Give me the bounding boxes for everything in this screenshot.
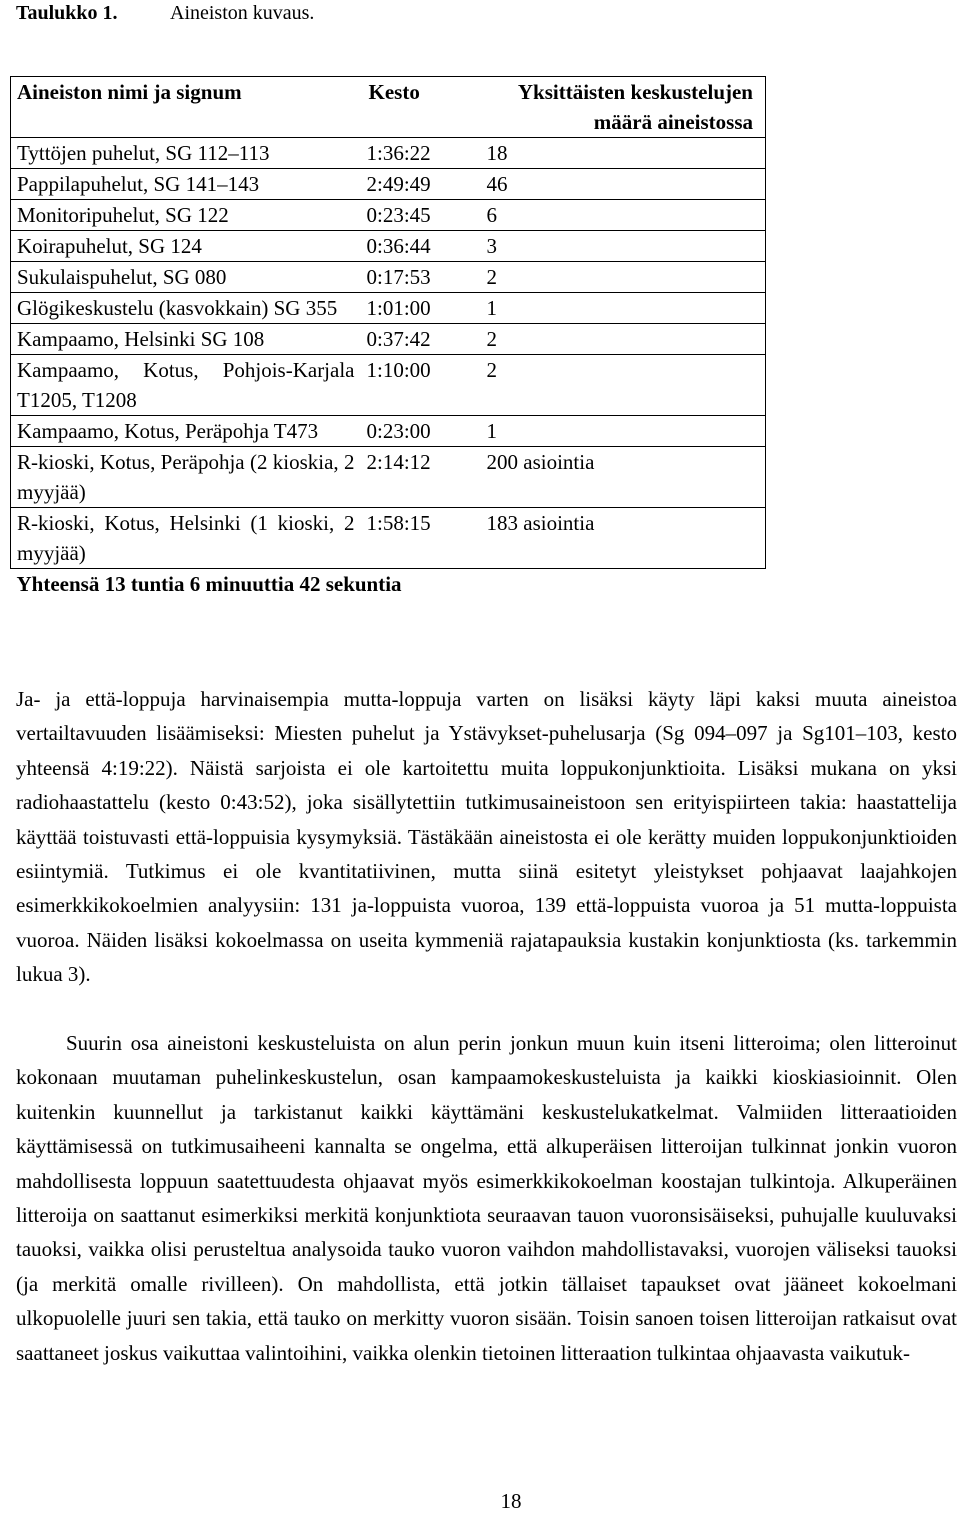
- row-count: 1: [481, 293, 766, 324]
- row-name: R-kioski, Kotus, Helsinki (1 kioski, 2 myyjää): [11, 508, 361, 569]
- header-count: Yksittäisten keskustelujen määrä aineistossa: [481, 77, 766, 138]
- table-total-row: [11, 569, 766, 600]
- row-name: Sukulaispuhelut, SG 080: [11, 262, 361, 293]
- row-duration: 1:58:15: [361, 508, 481, 569]
- row-name: Kampaamo, Kotus, Pohjois-Karjala T1205, T1208: [11, 355, 361, 416]
- row-count: 2: [481, 355, 766, 416]
- row-count: 2: [481, 324, 766, 355]
- header-name: Aineiston nimi ja signum: [11, 77, 361, 138]
- table-row: [11, 138, 766, 169]
- table-total: Yhteensä 13 tuntia 6 minuuttia 42 sekuntia: [11, 569, 766, 600]
- material-table: [10, 76, 766, 599]
- table-row: [11, 200, 766, 231]
- row-name: Pappilapuhelut, SG 141–143: [11, 169, 361, 200]
- row-count: 18: [481, 138, 766, 169]
- row-count: 3: [481, 231, 766, 262]
- row-name: Monitoripuhelut, SG 122: [11, 200, 361, 231]
- table-header-row: [11, 77, 766, 138]
- row-name: Kampaamo, Helsinki SG 108: [11, 324, 361, 355]
- paragraph-1: Ja- ja että-loppuja harvinaisempia mutta-loppuja varten on lisäksi käyty läpi kaksi muuta aineistoa vertailtavuuden lisäämiseksi: Miesten puhelut ja Ystävykset-puhelusarja (Sg 094–097 ja Sg101–103, kesto yhteensä 4:19:22). Näistä sarjoista ei ole kartoitettu muita loppukonjunktioita. Lisäksi mukana on yksi radiohaastattelu (kesto 0:43:52), joka sisällytettiin tutkimusaineistoon sen erityispiirteen takia: haastattelija käyttää toistuvasti että-loppuisia kysymyksiä. Tästäkään aineistosta ei ole kerätty muiden loppukonjunktioiden esiintymiä. Tutkimus ei ole kvantitatiivinen, mutta siinä esitetyt yleistykset pohjaavat laajahkojen esimerkkikokoelmien analyysiin: 131 ja-loppuista vuoroa, 139 että-loppuista vuoroa ja 51 mutta-loppuista vuoroa. Näiden lisäksi kokoelmassa on useita kymmeniä rajatapauksia kustakin konjunktiosta (ks. tarkemmin lukua 3).: [16, 687, 957, 987]
- table-body: [11, 138, 766, 569]
- row-duration: 1:10:00: [361, 355, 481, 416]
- row-name: Kampaamo, Kotus, Peräpohja T473: [11, 416, 361, 447]
- row-name: Glögikeskustelu (kasvokkain) SG 355: [11, 293, 361, 324]
- table-row: [11, 293, 766, 324]
- row-duration: 0:23:00: [361, 416, 481, 447]
- row-duration: 1:01:00: [361, 293, 481, 324]
- row-duration: 0:23:45: [361, 200, 481, 231]
- table-row: [11, 262, 766, 293]
- table-caption-title: Aineiston kuvaus.: [170, 2, 315, 24]
- table-row: [11, 355, 766, 416]
- row-count: 6: [481, 200, 766, 231]
- row-name: R-kioski, Kotus, Peräpohja (2 kioskia, 2 myyjää): [11, 447, 361, 508]
- row-duration: 0:17:53: [361, 262, 481, 293]
- row-name: Koirapuhelut, SG 124: [11, 231, 361, 262]
- table-row: [11, 447, 766, 508]
- row-count: 2: [481, 262, 766, 293]
- table-row: [11, 508, 766, 569]
- row-count: 183 asiointia: [481, 508, 766, 569]
- table-row: [11, 169, 766, 200]
- row-count: 1: [481, 416, 766, 447]
- row-duration: 0:36:44: [361, 231, 481, 262]
- header-duration: Kesto: [361, 77, 481, 138]
- table-caption: [16, 0, 314, 26]
- row-name: Tyttöjen puhelut, SG 112–113: [11, 138, 361, 169]
- paragraph-2: Suurin osa aineistoni keskusteluista on alun perin jonkun muun kuin itseni litteroima; olen litteroinut kokonaan muutaman puhelinkeskustelun, osan kampaamokeskusteluista ja kaikki kioskiasioinnit. Olen kuitenkin kuunnellut ja tarkistanut kaikki käyttämäni keskustelukatkelmat. Valmiiden litteraatioiden käyttämisessä on tutkimusaiheeni kannalta se ongelma, että alkuperäisen litteroijan tulkinnat jonkin vuoron mahdollisesta loppuun saatettuudesta ohjaavat myös esimerkkikokoelman koostajan tulkintoja. Alkuperäinen litteroija on saattanut esimerkiksi merkitä konjunktiota seuraavan tauon vuoronsisäiseksi, puhujalle kuuluvaksi tauoksi, vaikka olisi perusteltua analysoida tauko vuoron vaihdon mahdollistavaksi, vuorojen väliseksi tauoksi (ja merkitä omalle rivilleen). On mahdollista, että jotkin tällaiset tapaukset ovat jääneet kokoelmani ulkopuolelle juuri sen takia, että tauko on merkitty vuoron sisään. Toisin sanoen toisen litteroijan ratkaisut ovat saattaneet joskus vaikuttaa valintoihini, vaikka olenkin tietoinen litteraation tulkintaa ohjaavasta vaikutuk-: [16, 1031, 957, 1365]
- row-count: 46: [481, 169, 766, 200]
- row-duration: 1:36:22: [361, 138, 481, 169]
- row-duration: 2:49:49: [361, 169, 481, 200]
- row-duration: 2:14:12: [361, 447, 481, 508]
- table-caption-label: Taulukko 1.: [16, 2, 118, 24]
- table-row: [11, 231, 766, 262]
- page-number: 18: [500, 1489, 522, 1513]
- table-row: [11, 416, 766, 447]
- row-duration: 0:37:42: [361, 324, 481, 355]
- row-count: 200 asiointia: [481, 447, 766, 508]
- table-row: [11, 324, 766, 355]
